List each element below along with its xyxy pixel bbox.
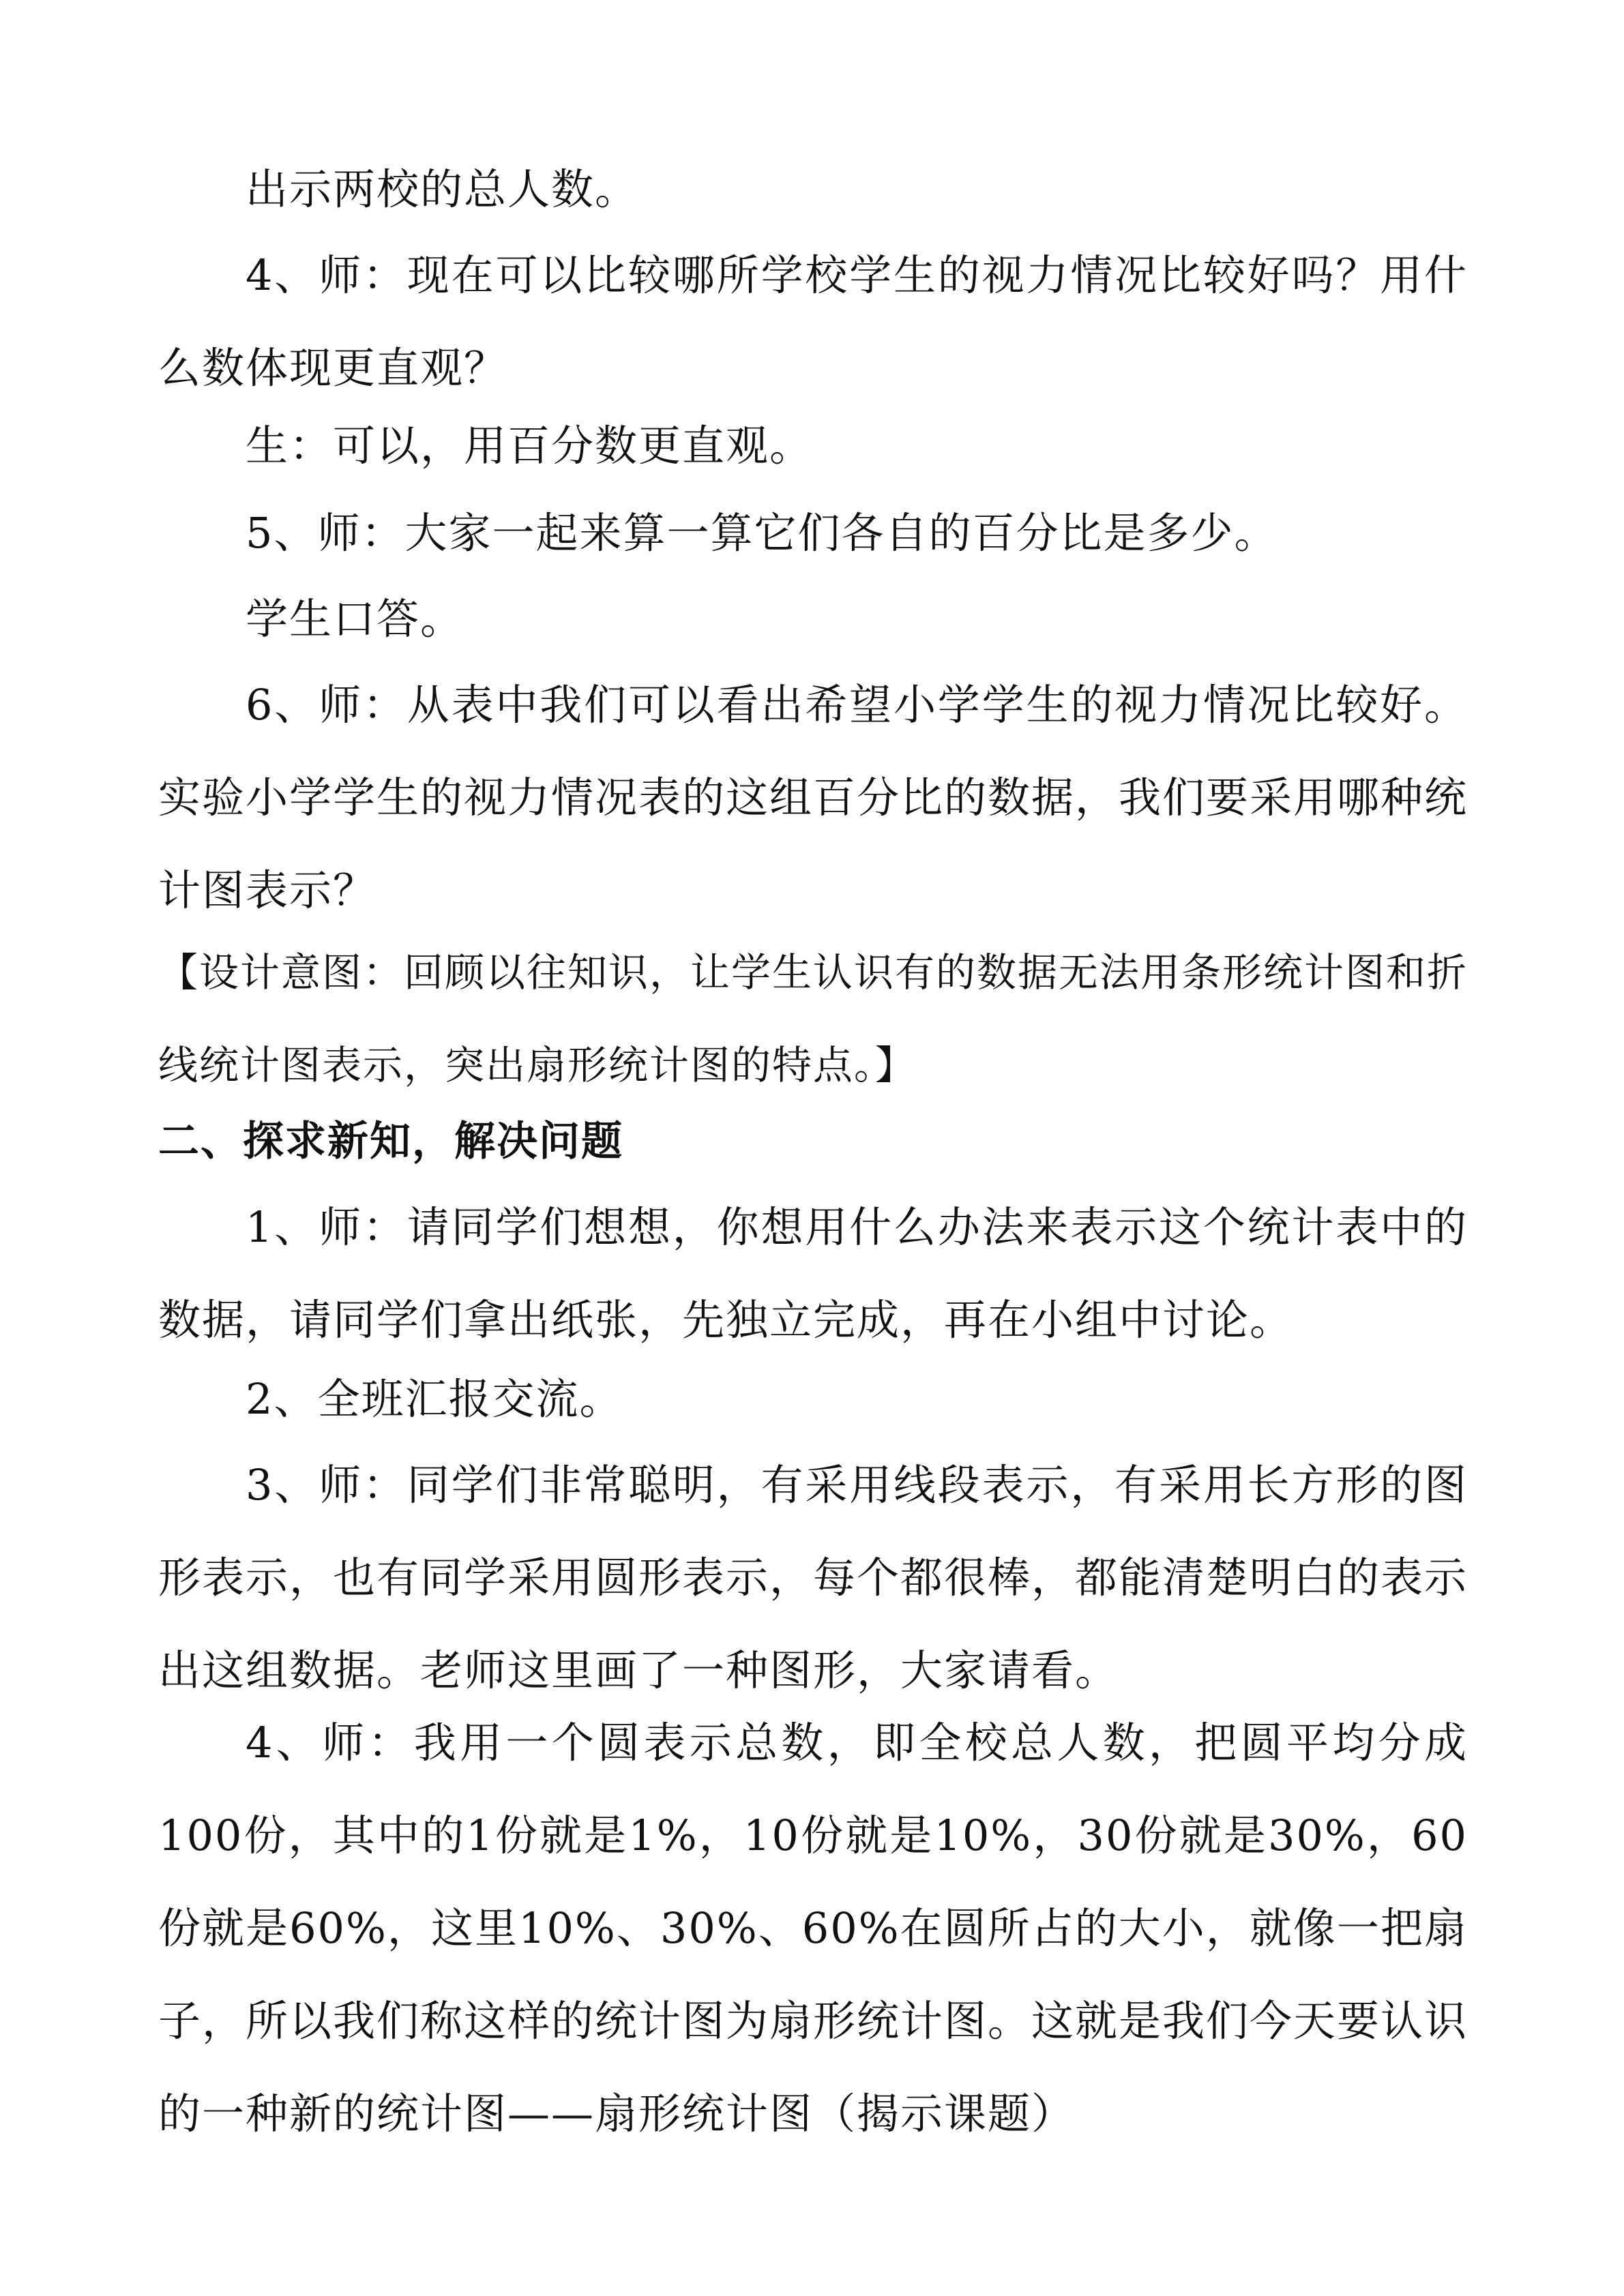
paragraph-student-answer: 生：可以，用百分数更直观。 bbox=[246, 421, 814, 471]
design-intent-note: 【设计意图：回顾以往知识，让学生认识有的数据无法用条形统计图和折线统计图表示，突出扇形统计图的特点。】 bbox=[158, 949, 1468, 1088]
paragraph-teacher-explanation-4: 4、师：我用一个圆表示总数，即全校总人数，把圆平均分成100份，其中的1份就是1%，10份就是10%，30份就是30%，60份就是60%，这里10%、30%、60%在圆所占的大小，就像一把扇子，所以我们称这样的统计图为扇形统计图。这就是我们今天要认识的一种新的统计图——扇形统计图（揭示课题） bbox=[158, 1718, 1468, 2138]
paragraph-class-report: 2、全班汇报交流。 bbox=[246, 1374, 623, 1424]
paragraph-teacher-question-4: 4、师：现在可以比较哪所学校学生的视力情况比较好吗？用什么数体现更直观？ bbox=[158, 250, 1468, 393]
paragraph-teacher-question-5: 5、师：大家一起来算一算它们各自的百分比是多少。 bbox=[246, 508, 1278, 558]
paragraph-total-count: 出示两校的总人数。 bbox=[246, 164, 639, 214]
paragraph-teacher-question-6: 6、师：从表中我们可以看出希望小学学生的视力情况比较好。实验小学学生的视力情况表的这组百分比的数据，我们要采用哪种统计图表示？ bbox=[158, 680, 1468, 915]
paragraph-student-oral-answer: 学生口答。 bbox=[246, 594, 464, 644]
section-heading: 二、探求新知，解决问题 bbox=[158, 1118, 623, 1165]
paragraph-teacher-comment-3: 3、师：同学们非常聪明，有采用线段表示，有采用长方形的图形表示，也有同学采用圆形表示，每个都很棒，都能清楚明白的表示出这组数据。老师这里画了一种图形，大家请看。 bbox=[158, 1460, 1468, 1695]
paragraph-teacher-instruction-1: 1、师：请同学们想想，你想用什么办法来表示这个统计表中的数据，请同学们拿出纸张，先独立完成，再在小组中讨论。 bbox=[158, 1202, 1468, 1345]
